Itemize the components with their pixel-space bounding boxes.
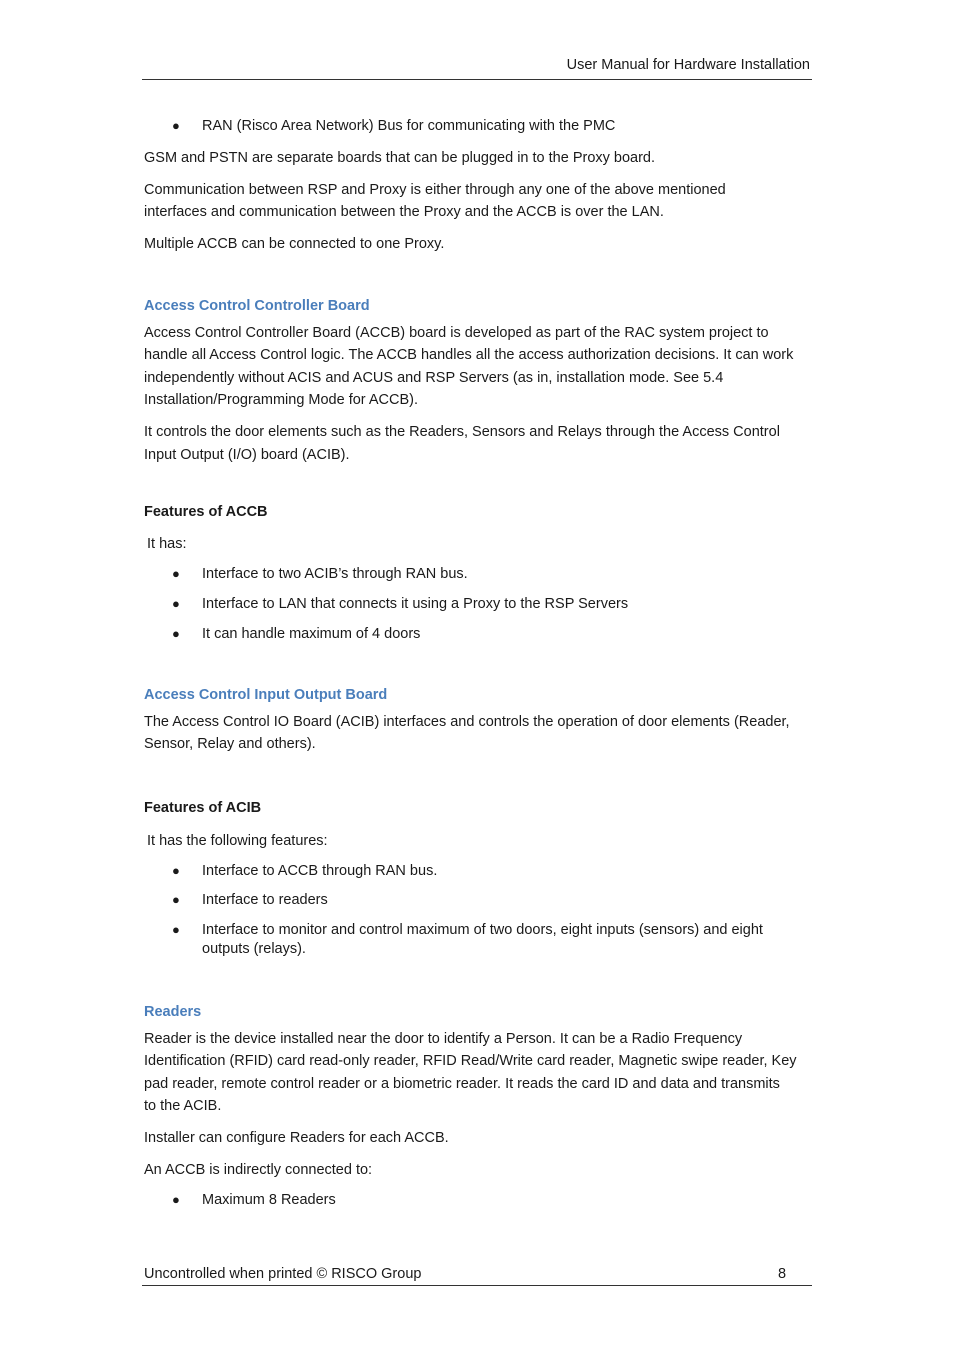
paragraph: It has:	[147, 536, 187, 552]
paragraph-line: Input Output (I/O) board (ACIB).	[144, 447, 350, 463]
list-item-line: Interface to monitor and control maximum of two doors, eight inputs (sensors) and eight	[202, 922, 763, 938]
list-item: RAN (Risco Area Network) Bus for communicating with the PMC	[202, 118, 616, 134]
paragraph-line: to the ACIB.	[144, 1098, 222, 1114]
bullet-icon: ●	[172, 626, 180, 641]
list-item: Interface to ACCB through RAN bus.	[202, 863, 438, 879]
bullet-icon: ●	[172, 1192, 180, 1207]
paragraph-line: Identification (RFID) card read-only reader, RFID Read/Write card reader, Magnetic swipe reader, Key	[144, 1053, 797, 1069]
paragraph-line: Communication between RSP and Proxy is either through any one of the above mentioned	[144, 182, 726, 198]
bullet-icon: ●	[172, 892, 180, 907]
paragraph-line: pad reader, remote control reader or a biometric reader. It reads the card ID and data and transmits	[144, 1076, 780, 1092]
list-item-line: outputs (relays).	[202, 941, 306, 957]
list-item: Interface to LAN that connects it using a Proxy to the RSP Servers	[202, 596, 629, 612]
paragraph: An ACCB is indirectly connected to:	[144, 1162, 373, 1178]
paragraph-line: The Access Control IO Board (ACIB) interfaces and controls the operation of door elements (Reader,	[144, 714, 790, 730]
bullet-icon: ●	[172, 922, 180, 937]
paragraph-line: Installation/Programming Mode for ACCB).	[144, 392, 418, 408]
running-header: User Manual for Hardware Installation	[566, 57, 810, 73]
paragraph-line: Reader is the device installed near the door to identify a Person. It can be a Radio Frequency	[144, 1031, 743, 1047]
page-number: 8	[778, 1266, 787, 1282]
list-item: Interface to readers	[202, 892, 328, 908]
paragraph: Multiple ACCB can be connected to one Proxy.	[144, 236, 445, 252]
paragraph-line: independently without ACIS and ACUS and RSP Servers (as in, installation mode. See 5.4	[144, 370, 724, 386]
bullet-icon: ●	[172, 118, 180, 133]
paragraph-line: interfaces and communication between the Proxy and the ACCB is over the LAN.	[144, 204, 664, 220]
list-item: It can handle maximum of 4 doors	[202, 626, 421, 642]
paragraph: Installer can configure Readers for each ACCB.	[144, 1130, 449, 1146]
paragraph-line: It controls the door elements such as the Readers, Sensors and Relays through the Access Control	[144, 424, 780, 440]
list-item: Maximum 8 Readers	[202, 1192, 336, 1208]
list-item: Interface to two ACIB’s through RAN bus.	[202, 566, 468, 582]
section-heading: Access Control Controller Board	[144, 298, 370, 314]
paragraph-line: Access Control Controller Board (ACCB) board is developed as part of the RAC system project to	[144, 325, 769, 341]
header-rule	[142, 79, 812, 80]
section-heading: Access Control Input Output Board	[144, 687, 388, 703]
paragraph: It has the following features:	[147, 833, 328, 849]
footer-rule	[142, 1285, 812, 1286]
footer-notice: Uncontrolled when printed © RISCO Group	[144, 1266, 422, 1282]
paragraph: GSM and PSTN are separate boards that can be plugged in to the Proxy board.	[144, 150, 656, 166]
bullet-icon: ●	[172, 596, 180, 611]
paragraph-line: Sensor, Relay and others).	[144, 736, 316, 752]
subsection-heading: Features of ACIB	[144, 800, 262, 816]
section-heading: Readers	[144, 1004, 202, 1020]
subsection-heading: Features of ACCB	[144, 504, 268, 520]
paragraph-line: handle all Access Control logic. The ACCB handles all the access authorization decisions. It can work	[144, 347, 794, 363]
bullet-icon: ●	[172, 863, 180, 878]
bullet-icon: ●	[172, 566, 180, 581]
